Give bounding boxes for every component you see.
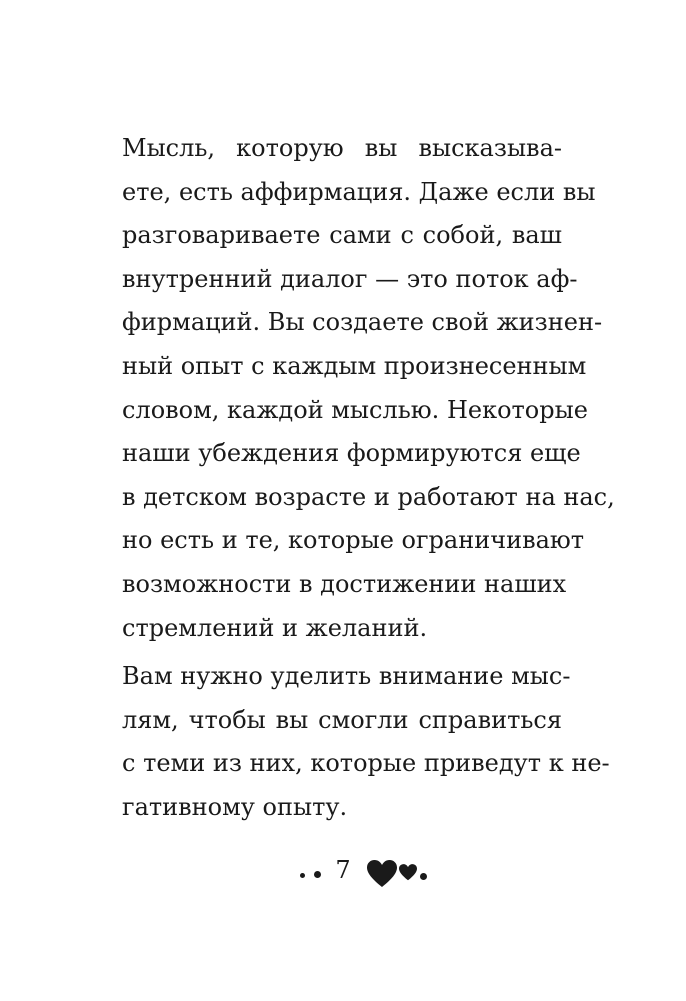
dot-icon [420, 873, 427, 880]
text-line: лям, чтобы вы смогли справиться [122, 705, 562, 734]
dot-icon [314, 871, 321, 878]
page-footer [0, 852, 686, 892]
paragraph-1 [122, 127, 615, 650]
text-line: возможности в достижении наших [122, 569, 567, 598]
text-line: стремлений и желаний. [122, 613, 428, 642]
paragraph-2 [122, 655, 610, 829]
text-line: словом, каждой мыслью. Некоторые [122, 395, 588, 424]
heart-icon [399, 864, 417, 881]
text-line: Мысль, которую вы высказыва- [122, 134, 562, 162]
text-line: ный опыт с каждым произнесенным [122, 351, 587, 380]
text-line: с теми из них, которые приведут к не- [122, 749, 610, 778]
text-line: в детском возрасте и работают на нас, [122, 482, 615, 511]
text-line: гативному опыту. [122, 792, 348, 821]
text-line: разговариваете сами с собой, ваш [122, 221, 562, 250]
text-line: Вам нужно уделить внимание мыс- [122, 662, 571, 690]
heart-icon [367, 860, 397, 888]
text-line: наши убеждения формируются еще [122, 439, 581, 468]
text-line: ете, есть аффирмация. Даже если вы [122, 177, 596, 206]
text-line: но есть и те, которые ограничивают [122, 526, 585, 555]
text-line: фирмаций. Вы создаете свой жизнен- [122, 308, 603, 337]
page-number: 7 [335, 856, 351, 884]
dot-icon [300, 873, 305, 878]
text-line: внутренний диалог — это поток аф- [122, 264, 578, 293]
